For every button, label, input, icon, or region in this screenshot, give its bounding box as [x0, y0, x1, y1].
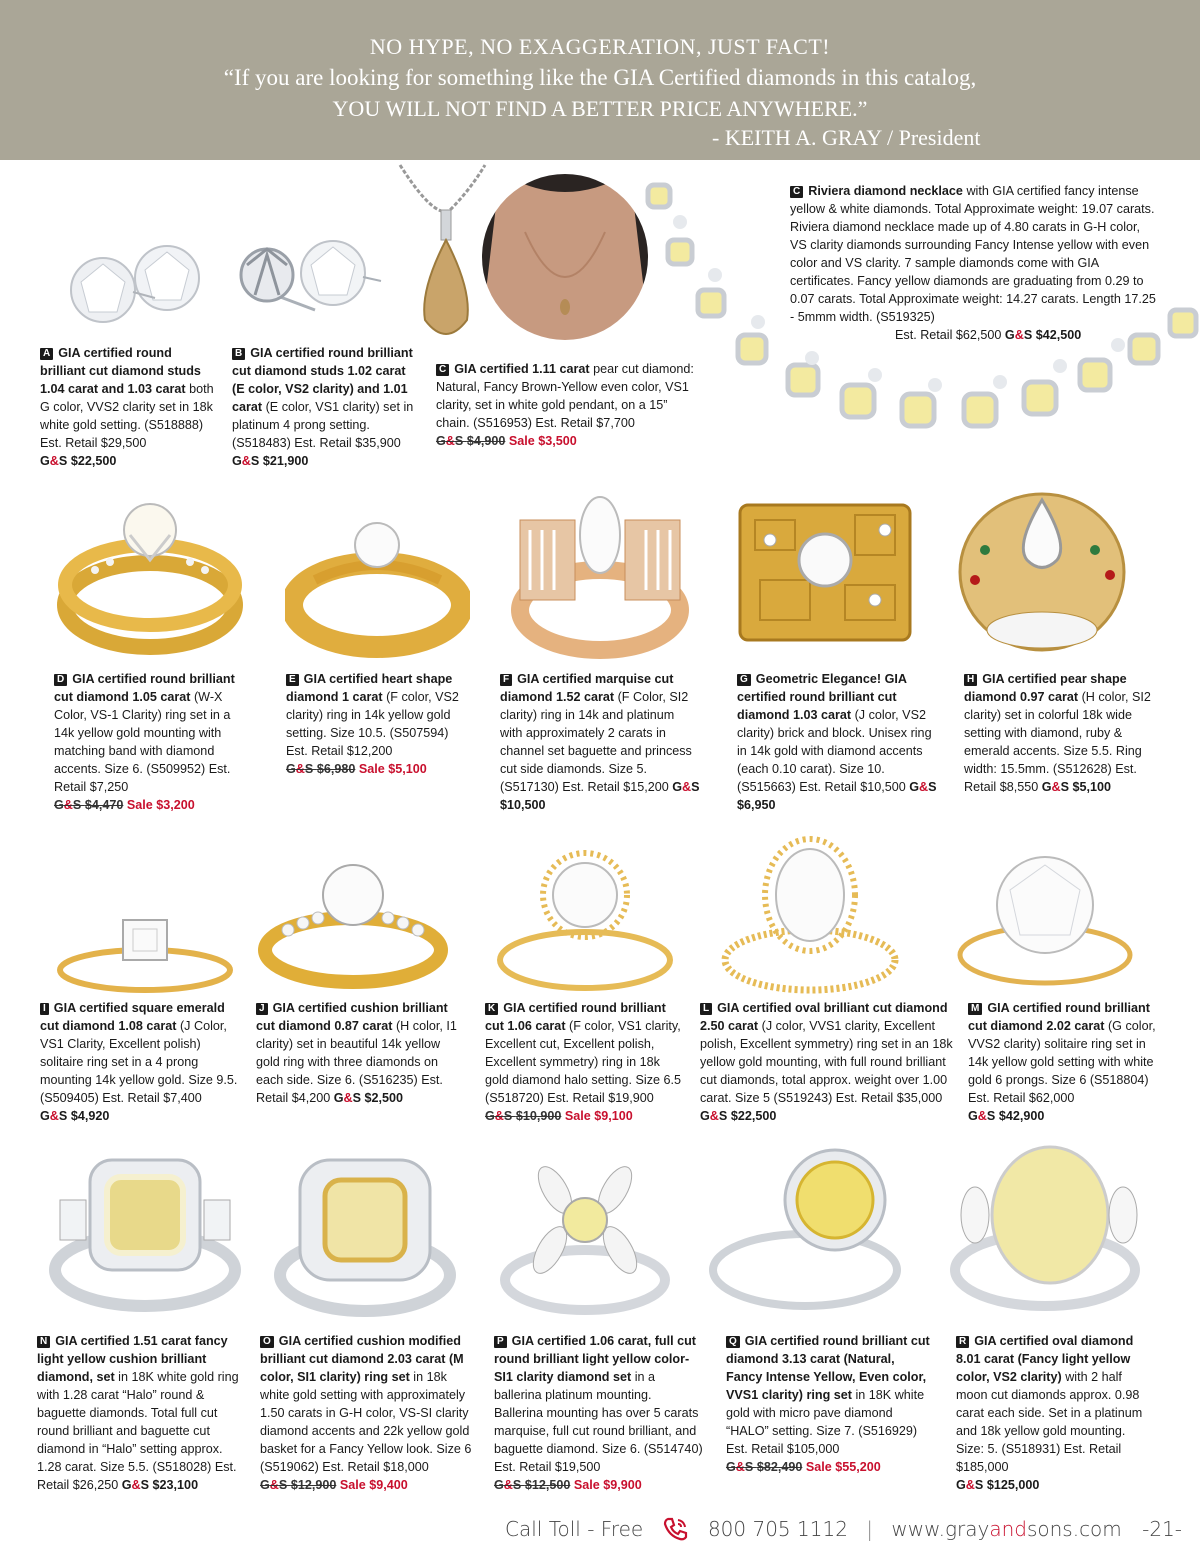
- gs-price: G&S $42,500: [1004, 328, 1082, 342]
- item-description: (J Color, VS1 Clarity, Excellent polish) solitaire ring set in a 4 prong mounting 14k yellow gold. Size 9.5. (S509405) Est. Retail $7,400: [40, 1019, 238, 1105]
- website-link[interactable]: www.grayandsons.com: [891, 1517, 1122, 1541]
- header-banner: [0, 0, 1200, 160]
- item-d: [54, 670, 244, 814]
- item-m: [968, 999, 1158, 1125]
- item-letter: Q: [726, 1336, 740, 1348]
- item-heading: GIA certified round brilliant cut diamond studs 1.02 carat (E color, VS2 clarity) and 1.01 carat: [232, 346, 413, 414]
- sale-price: Sale $9,100: [564, 1109, 633, 1123]
- item-letter: B: [232, 348, 245, 360]
- item-o: [260, 1332, 475, 1494]
- footer: [505, 1516, 1182, 1547]
- item-letter: F: [500, 674, 512, 686]
- item-retail: Est. Retail $62,500: [895, 328, 1002, 342]
- item-letter: G: [737, 674, 751, 686]
- earrings-b-image: [225, 225, 385, 325]
- banner-headline: NO HYPE, NO EXAGGERATION, JUST FACT!: [369, 34, 831, 59]
- item-description: both G color, VVS2 clarity set in 18k white gold setting. (S518888) Est. Retail $29,500: [40, 382, 214, 450]
- item-letter: L: [700, 1003, 712, 1015]
- item-description: with GIA certified fancy intense yellow & white diamonds. Total Approximate weight: 19.07 carats. Riviera diamond necklace made up of 4.80 carats in G-H color, VS clarity diamonds surrounding Fancy Intense yellow with even color and VS clarity. 7 sample diamonds come with GIA certificates. Fancy yellow diamonds are graduating from 0.29 to 0.07 carats. Total Approximate weight: 14.27 carats. Length 17.25 - 5mmm width. (S519325): [790, 184, 1156, 324]
- gs-price: G&S $2,500: [333, 1091, 404, 1105]
- item-heading: Riviera diamond necklace: [808, 184, 963, 198]
- old-price: G&S $12,500: [494, 1478, 571, 1492]
- item-description: (F color, VS2 clarity) ring in 14k yellow gold setting. Size 10.5. (S507594) Est. Retail $12,200: [286, 690, 459, 758]
- item-letter: D: [54, 674, 67, 686]
- ring-o-image: [270, 1150, 460, 1320]
- ring-n-image: [45, 1145, 245, 1315]
- ring-m-image: [950, 850, 1140, 995]
- item-letter: M: [968, 1003, 982, 1015]
- item-description: (E color, VS1 clarity) set in platinum 4 prong setting. (S518483) Est. Retail $35,900: [232, 400, 414, 450]
- ring-k-image: [490, 850, 680, 995]
- item-letter: I: [40, 1003, 49, 1015]
- item-e: [286, 670, 471, 778]
- phone-number-link[interactable]: 800 705 1112: [707, 1517, 848, 1541]
- item-description: (H color, SI2 clarity) set in colorful 18k wide setting with diamond, ruby & emerald accents. Size 5.5. Ring width: 15.5mm. (S512628) Est. Retail $8,550: [964, 690, 1151, 794]
- item-description: (G color, VVS2 clarity) solitaire ring set in 14k yellow gold setting with white gold 6 prongs. Size 6 (S518804) Est. Retail $62,000: [968, 1019, 1156, 1105]
- item-letter: A: [40, 348, 53, 360]
- item-description: in 18K white gold ring with 1.28 carat “Halo” round & baguette diamonds. Total full cut round brilliant and baguette cut diamond in “Halo” setting approx. 1.28 carat. Size 5.5. (S518028) Est. Retail $26,250: [37, 1370, 239, 1492]
- pendant-image: [395, 160, 490, 350]
- item-heading: GIA certified square emerald cut diamond 1.08 carat: [40, 1001, 225, 1033]
- item-heading: GIA certified 1.11 carat: [454, 362, 590, 376]
- item-f: [500, 670, 700, 814]
- ring-e-image: [285, 510, 470, 660]
- old-price: G&S $82,490: [726, 1460, 803, 1474]
- earrings-a-image: [55, 230, 215, 330]
- item-l: [700, 999, 960, 1125]
- gs-price: G&S $22,500: [700, 1109, 777, 1123]
- ring-r-image: [945, 1145, 1145, 1315]
- banner-quote-line2: YOU WILL NOT FIND A BETTER PRICE ANYWHERE.”: [332, 96, 868, 121]
- item-letter: N: [37, 1336, 50, 1348]
- gs-price: G&S $5,100: [1041, 780, 1112, 794]
- old-price: G&S $4,900: [436, 434, 506, 448]
- ring-q-image: [705, 1145, 905, 1315]
- sale-price: Sale $3,500: [508, 434, 577, 448]
- ring-f-image: [510, 490, 690, 660]
- item-heading: GIA certified oval brilliant cut diamond 2.50 carat: [700, 1001, 948, 1033]
- gs-price: G&S $23,100: [121, 1478, 199, 1492]
- item-heading: GIA certified round brilliant cut diamond 3.13 carat (Natural, Fancy Intense Yellow, Even color, VVS1 clarity) ring set: [726, 1334, 930, 1402]
- item-heading: GIA certified cushion modified brilliant cut diamond 2.03 carat (M color, SI1 clarity) ring set: [260, 1334, 464, 1384]
- old-price: G&S $10,900: [485, 1109, 562, 1123]
- item-description: (F color, VS1 clarity, Excellent cut, Excellent polish, Excellent symmetry) ring in 18k gold diamond halo setting. Size 6.5 (S518720) Est. Retail $19,900: [485, 1019, 682, 1105]
- item-letter: R: [956, 1336, 969, 1348]
- item-q: [726, 1332, 931, 1476]
- item-heading: GIA certified oval diamond 8.01 carat (Fancy light yellow color, VS2 clarity): [956, 1334, 1134, 1384]
- item-k: [485, 999, 685, 1125]
- gs-price: G&S $22,500: [40, 454, 117, 468]
- sale-price: Sale $9,900: [573, 1478, 642, 1492]
- ring-g-image: [735, 490, 915, 655]
- item-p: [494, 1332, 704, 1494]
- item-letter: K: [485, 1003, 498, 1015]
- item-g: [737, 670, 942, 814]
- item-heading: Geometric Elegance! GIA certified round brilliant cut diamond 1.03 carat: [737, 672, 907, 722]
- item-c-necklace: [790, 182, 1160, 344]
- item-heading: GIA certified round brilliant cut diamond 2.02 carat: [968, 1001, 1150, 1033]
- item-letter: E: [286, 674, 299, 686]
- item-letter: C: [436, 364, 449, 376]
- item-letter: J: [256, 1003, 268, 1015]
- item-heading: GIA certified pear shape diamond 0.97 carat: [964, 672, 1127, 704]
- item-h: [964, 670, 1154, 796]
- item-letter: P: [494, 1336, 507, 1348]
- call-toll-free-label: Call Toll - Free: [505, 1517, 644, 1541]
- item-heading: GIA certified 1.51 carat fancy light yellow cushion brilliant diamond, set: [37, 1334, 228, 1384]
- ring-h-image: [955, 490, 1130, 655]
- item-description: in 18K white gold with micro pave diamond “HALO” setting. Size 7. (S516929) Est. Retail $105,000: [726, 1388, 925, 1456]
- old-price: G&S $12,900: [260, 1478, 337, 1492]
- banner-attribution: - KEITH A. GRAY / President: [712, 125, 981, 150]
- ring-l-image: [715, 835, 905, 1000]
- item-heading: GIA certified round brilliant cut diamond 1.05 carat: [54, 672, 235, 704]
- gs-price: G&S $42,900: [968, 1109, 1045, 1123]
- item-letter: C: [790, 186, 803, 198]
- page-number: -21-: [1142, 1517, 1183, 1541]
- gs-price: G&S $21,900: [232, 454, 309, 468]
- old-price: G&S $6,980: [286, 762, 356, 776]
- phone-icon: [662, 1516, 690, 1547]
- sale-price: Sale $55,200: [805, 1460, 881, 1474]
- sale-price: Sale $5,100: [358, 762, 427, 776]
- item-c-pendant: [436, 360, 696, 450]
- gs-price: G&S $125,000: [956, 1478, 1040, 1492]
- item-heading: GIA certified heart shape diamond 1 carat: [286, 672, 453, 704]
- item-heading: GIA certified cushion brilliant cut diamond 0.87 carat: [256, 1001, 448, 1033]
- gs-price: G&S $10,500: [500, 780, 700, 812]
- item-heading: GIA certified round brilliant cut 1.06 carat: [485, 1001, 666, 1033]
- item-description: pear cut diamond: Natural, Fancy Brown-Yellow even color, VS1 clarity, set in white gold pendant, on a 15” chain. (S516953) Est. Retail $7,700: [436, 362, 694, 430]
- item-letter: H: [964, 674, 977, 686]
- item-heading: GIA certified 1.06 carat, full cut round brilliant light yellow color- SI1 clarity diamond set: [494, 1334, 696, 1384]
- item-description: (F Color, SI2 clarity) ring in 14k and platinum with approximately 2 carats in channel set baguette and princess cut side diamonds. Size 5. (S517130) Est. Retail $15,200: [500, 690, 692, 794]
- ring-j-image: [258, 860, 448, 990]
- item-description: (J color, VS2 clarity) brick and block. Unisex ring in 14k gold with diamond accents (each 0.10 carat). Size 10. (S515663) Est. Retail $10,500: [737, 708, 932, 794]
- item-r: [956, 1332, 1146, 1494]
- ring-i-image: [55, 915, 235, 995]
- item-description: in 18k white gold setting with approximately 1.50 carats in G-H color, VS-SI clarity diamond accents and 22k yellow gold basket for a Fancy Yellow look. Size 6 (S519062) Est. Retail $18,000: [260, 1370, 472, 1474]
- ring-p-image: [495, 1150, 675, 1320]
- old-price: G&S $4,470: [54, 798, 124, 812]
- item-n: [37, 1332, 242, 1494]
- item-b: [232, 344, 417, 470]
- ring-d-image: [55, 490, 245, 660]
- item-a: [40, 344, 220, 470]
- sale-price: Sale $3,200: [126, 798, 195, 812]
- item-description: in a ballerina platinum mounting. Ballerina mounting has over 5 carats marquise, full cut round brilliant, and baguette diamond. Size 6. (S514740) Est. Retail $19,500: [494, 1370, 703, 1474]
- sale-price: Sale $9,400: [339, 1478, 408, 1492]
- gs-price: G&S $6,950: [737, 780, 937, 812]
- item-i: [40, 999, 240, 1125]
- model-neck-image: [480, 172, 650, 342]
- item-description: (W-X Color, VS-1 Clarity) ring set in a 14k yellow gold mounting with matching band with diamond accents. Size 6. (S509952) Est. Retail $7,250: [54, 690, 231, 794]
- gs-price: G&S $4,920: [40, 1109, 110, 1123]
- item-heading: GIA certified marquise cut diamond 1.52 carat: [500, 672, 674, 704]
- footer-divider: |: [866, 1517, 874, 1541]
- item-description: (H color, I1 clarity) set in beautiful 14k yellow gold ring with three diamonds on each side. Size 6. (S516235) Est. Retail $4,200: [256, 1019, 457, 1105]
- item-letter: O: [260, 1336, 274, 1348]
- item-description: with 2 half moon cut diamonds approx. 0.98 carat each side. Set in a platinum and 18k yellow gold mounting. Size: 5. (S518931) Est. Retail $185,000: [956, 1370, 1143, 1474]
- item-description: (J color, VVS1 clarity, Excellent polish, Excellent symmetry) ring set in an 18k yellow gold mounting, with full round brilliant cut diamonds, total approx. weight over 1.00 carat. Size 5 (S519243) Est. Retail $35,000: [700, 1019, 953, 1105]
- item-heading: GIA certified round brilliant cut diamond studs 1.04 carat and 1.03 carat: [40, 346, 201, 396]
- item-j: [256, 999, 466, 1107]
- banner-quote-line1: “If you are looking for something like the GIA Certified diamonds in this catalog,: [223, 65, 977, 90]
